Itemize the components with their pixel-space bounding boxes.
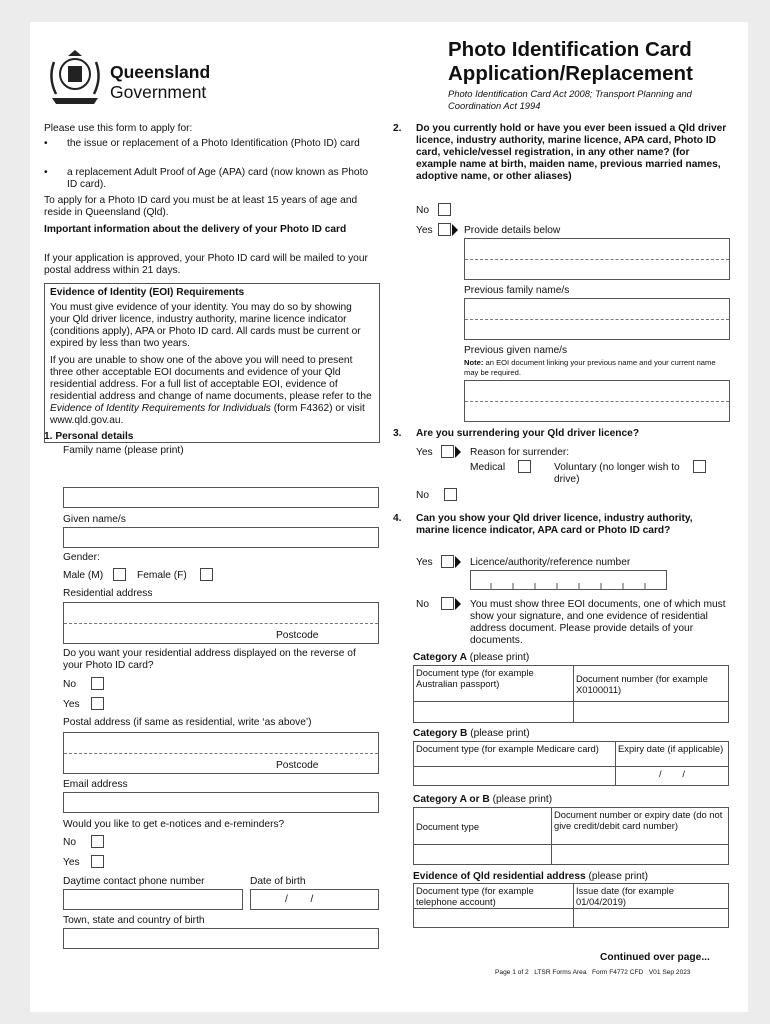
table-row bbox=[414, 845, 729, 865]
email-label: Email address bbox=[63, 779, 128, 790]
dob-input[interactable] bbox=[250, 889, 379, 910]
section3-number: 3. bbox=[393, 428, 402, 439]
licence-ref-label: Licence/authority/reference number bbox=[470, 557, 631, 568]
enotice-no-label: No bbox=[63, 837, 77, 848]
delivery-heading: Important information about the delivery of your Photo ID card bbox=[44, 224, 347, 235]
table-cell: Document type (for example telephone account) bbox=[414, 884, 574, 909]
section2-question: Do you currently hold or have you ever been issued a Qld driver licence, industry authority, marine licence, APA card, Photo ID card, vehicle/vessel registration, in any other name? (for example name at birth, maiden name, previous married names, adoptive name, or other aliases) bbox=[416, 123, 727, 182]
residential-date-input[interactable] bbox=[574, 909, 729, 928]
category-ab-table bbox=[413, 807, 729, 865]
arrow-right-icon bbox=[455, 598, 461, 610]
display-yes-label: Yes bbox=[63, 699, 80, 710]
continued-label: Continued over page... bbox=[600, 952, 710, 963]
arrow-right-icon bbox=[455, 446, 461, 458]
section3-question: Are you surrendering your Qld driver licence? bbox=[416, 428, 640, 439]
eoi-para1: You must give evidence of your identity. You may do so by showing your Qld driver licence, industry authority, marine licence indicator (conditions apply), APA or Photo ID card. All cards must be current or expired by less than two years. bbox=[50, 302, 361, 349]
section4-number: 4. bbox=[393, 513, 402, 524]
eoi-box bbox=[44, 283, 380, 443]
s4-yes-label: Yes bbox=[416, 557, 433, 568]
enotice-no-checkbox[interactable] bbox=[91, 835, 104, 848]
table-cell: Document type (for example Medicare card) bbox=[414, 742, 616, 767]
s2-yes-checkbox[interactable] bbox=[438, 223, 451, 236]
category-ab-heading: Category A or B (please print) bbox=[413, 794, 553, 805]
dob-label: Date of birth bbox=[250, 876, 306, 887]
given-names-label: Given name/s bbox=[63, 514, 126, 525]
female-label: Female (F) bbox=[137, 570, 187, 581]
section1-heading: 1. Personal details bbox=[44, 431, 134, 442]
s2-no-checkbox[interactable] bbox=[438, 203, 451, 216]
age-rule: To apply for a Photo ID card you must be at least 15 years of age and reside in Queensland (Qld). bbox=[44, 195, 358, 218]
phone-input[interactable] bbox=[63, 889, 243, 910]
category-a-table bbox=[413, 665, 729, 723]
category-b-expiry-input[interactable]: / / bbox=[616, 767, 729, 786]
dob-slashes: / / bbox=[285, 894, 314, 905]
medical-label: Medical bbox=[470, 462, 506, 473]
arrow-right-icon bbox=[452, 224, 458, 236]
table-row bbox=[414, 909, 729, 928]
eoi-requirements-link: Evidence of Identity Requirements for Individuals bbox=[50, 403, 271, 414]
eoi-para2: If you are unable to show one of the above you will need to present three other acceptable EOI documents and evidence of your Qld residential address. For a full list of acceptable EOI, evidence of residential address and change of name documents, please refer to the Evidence of Identity Requirements for Individuals (form F4362) or visit www.qld.gov.au. bbox=[50, 355, 372, 426]
address-divider bbox=[64, 753, 378, 754]
residential-evidence-heading: Evidence of Qld residential address (please print) bbox=[413, 871, 648, 882]
enotice-yes-checkbox[interactable] bbox=[91, 855, 104, 868]
s3-yes-checkbox[interactable] bbox=[441, 445, 454, 458]
table-cell: Issue date (for example 01/04/2019) bbox=[574, 884, 729, 909]
table-row bbox=[414, 742, 729, 767]
field-divider bbox=[465, 401, 729, 402]
provide-details-label: Provide details below bbox=[464, 225, 561, 236]
phone-label: Daytime contact phone number bbox=[63, 876, 205, 887]
category-ab-type-input[interactable] bbox=[414, 845, 552, 865]
table-cell: Document type (for example Australian passport) bbox=[414, 666, 574, 702]
table-row bbox=[414, 884, 729, 909]
intro-bullet2: a replacement Adult Proof of Age (APA) card (now known as Photo ID card). bbox=[67, 167, 369, 190]
family-name-input[interactable] bbox=[63, 487, 379, 508]
category-b-table bbox=[413, 741, 729, 786]
category-a-type-input[interactable] bbox=[414, 702, 574, 723]
eoi-heading: Evidence of Identity (EOI) Requirements bbox=[50, 287, 245, 298]
male-checkbox[interactable] bbox=[113, 568, 126, 581]
field-divider bbox=[465, 319, 729, 320]
table-row bbox=[414, 767, 729, 786]
licence-digit-ticks bbox=[471, 571, 666, 589]
display-no-checkbox[interactable] bbox=[91, 677, 104, 690]
residential-address-input[interactable] bbox=[63, 602, 379, 644]
category-b-type-input[interactable] bbox=[414, 767, 616, 786]
category-a-heading: Category A (please print) bbox=[413, 652, 530, 663]
postal-label: Postal address (if same as residential, write ‘as above’) bbox=[63, 717, 312, 728]
residential-label: Residential address bbox=[63, 588, 153, 599]
display-yes-checkbox[interactable] bbox=[91, 697, 104, 710]
page-subtitle: Photo Identification Card Act 2008; Transport Planning and Coordination Act 1994 bbox=[448, 88, 692, 111]
table-row bbox=[414, 666, 729, 702]
s2-no-label: No bbox=[416, 205, 430, 216]
display-no-label: No bbox=[63, 679, 77, 690]
arrow-right-icon bbox=[455, 556, 461, 568]
bullet-marker: • bbox=[44, 138, 48, 149]
gender-label: Gender: bbox=[63, 552, 100, 563]
table-row bbox=[414, 808, 729, 845]
postcode-label: Postcode bbox=[276, 630, 319, 641]
licence-number-input[interactable] bbox=[470, 570, 667, 590]
prev-given-label: Previous given name/s bbox=[464, 345, 568, 356]
birthplace-input[interactable] bbox=[63, 928, 379, 949]
page-info: Page 1 of 2 LTSR Forms Area Form F4772 CFD V01 Sep 2023 bbox=[495, 969, 691, 976]
category-a-number-input[interactable] bbox=[574, 702, 729, 723]
bullet-marker: • bbox=[44, 167, 48, 178]
address-divider bbox=[64, 623, 378, 624]
s4-no-text: You must show three EOI documents, one of which must show your signature, and one evidence of residential address document. Please provide details of your documents. bbox=[470, 599, 726, 646]
table-cell: Document number or expiry date (do not give credit/debit card number) bbox=[552, 808, 729, 845]
delivery-text: If your application is approved, your Photo ID card will be mailed to your postal address within 21 days. bbox=[44, 253, 368, 276]
table-cell: Document number (for example X0100011) bbox=[574, 666, 729, 702]
prev-given-input[interactable] bbox=[464, 380, 730, 422]
s4-no-checkbox[interactable] bbox=[441, 597, 454, 610]
logo-line1: Queensland bbox=[110, 62, 211, 82]
section2-number: 2. bbox=[393, 123, 402, 134]
intro-bullet1: the issue or replacement of a Photo Identification (Photo ID) card bbox=[67, 138, 360, 149]
table-cell: Expiry date (if applicable) bbox=[616, 742, 729, 767]
category-ab-number-input[interactable] bbox=[552, 845, 729, 865]
voluntary-label: Voluntary (no longer wish to drive) bbox=[554, 462, 680, 485]
given-names-input[interactable] bbox=[63, 527, 379, 548]
prev-family-label: Previous family name/s bbox=[464, 285, 570, 296]
male-label: Male (M) bbox=[63, 570, 104, 581]
reason-label: Reason for surrender: bbox=[470, 447, 570, 458]
s2-yes-label: Yes bbox=[416, 225, 433, 236]
postcode-label: Postcode bbox=[276, 760, 319, 771]
enotice-yes-label: Yes bbox=[63, 857, 80, 868]
s3-no-label: No bbox=[416, 490, 430, 501]
s3-no-checkbox[interactable] bbox=[444, 488, 457, 501]
prev-family-input[interactable] bbox=[464, 298, 730, 340]
medical-checkbox[interactable] bbox=[518, 460, 531, 473]
display-address-question: Do you want your residential address displayed on the reverse of your Photo ID card? bbox=[63, 648, 356, 671]
title-line1: Photo Identification Card bbox=[448, 38, 692, 61]
table-cell: Document type bbox=[414, 808, 552, 845]
queensland-crest-logo bbox=[44, 48, 106, 106]
birthplace-label: Town, state and country of birth bbox=[63, 915, 205, 926]
prev-name-note: Note: an EOI document linking your previous name and your current name may be required. bbox=[464, 358, 716, 377]
form-page bbox=[30, 22, 748, 1012]
s3-yes-label: Yes bbox=[416, 447, 433, 458]
intro-lead: Please use this form to apply for: bbox=[44, 123, 193, 134]
family-name-label: Family name (please print) bbox=[63, 445, 184, 456]
field-divider bbox=[465, 259, 729, 260]
residential-evidence-table bbox=[413, 883, 729, 928]
female-checkbox[interactable] bbox=[200, 568, 213, 581]
section4-question: Can you show your Qld driver licence, industry authority, marine licence indicator, APA card or Photo ID card? bbox=[416, 513, 693, 536]
postal-address-input[interactable] bbox=[63, 732, 379, 774]
enotice-question: Would you like to get e-notices and e-reminders? bbox=[63, 819, 285, 830]
s4-no-label: No bbox=[416, 599, 430, 610]
title-line2: Application/Replacement bbox=[448, 62, 693, 85]
email-input[interactable] bbox=[63, 792, 379, 813]
voluntary-checkbox[interactable] bbox=[693, 460, 706, 473]
residential-type-input[interactable] bbox=[414, 909, 574, 928]
s4-yes-checkbox[interactable] bbox=[441, 555, 454, 568]
table-row bbox=[414, 702, 729, 723]
details-input[interactable] bbox=[464, 238, 730, 280]
category-b-heading: Category B (please print) bbox=[413, 728, 530, 739]
logo-line2: Government bbox=[110, 82, 207, 102]
